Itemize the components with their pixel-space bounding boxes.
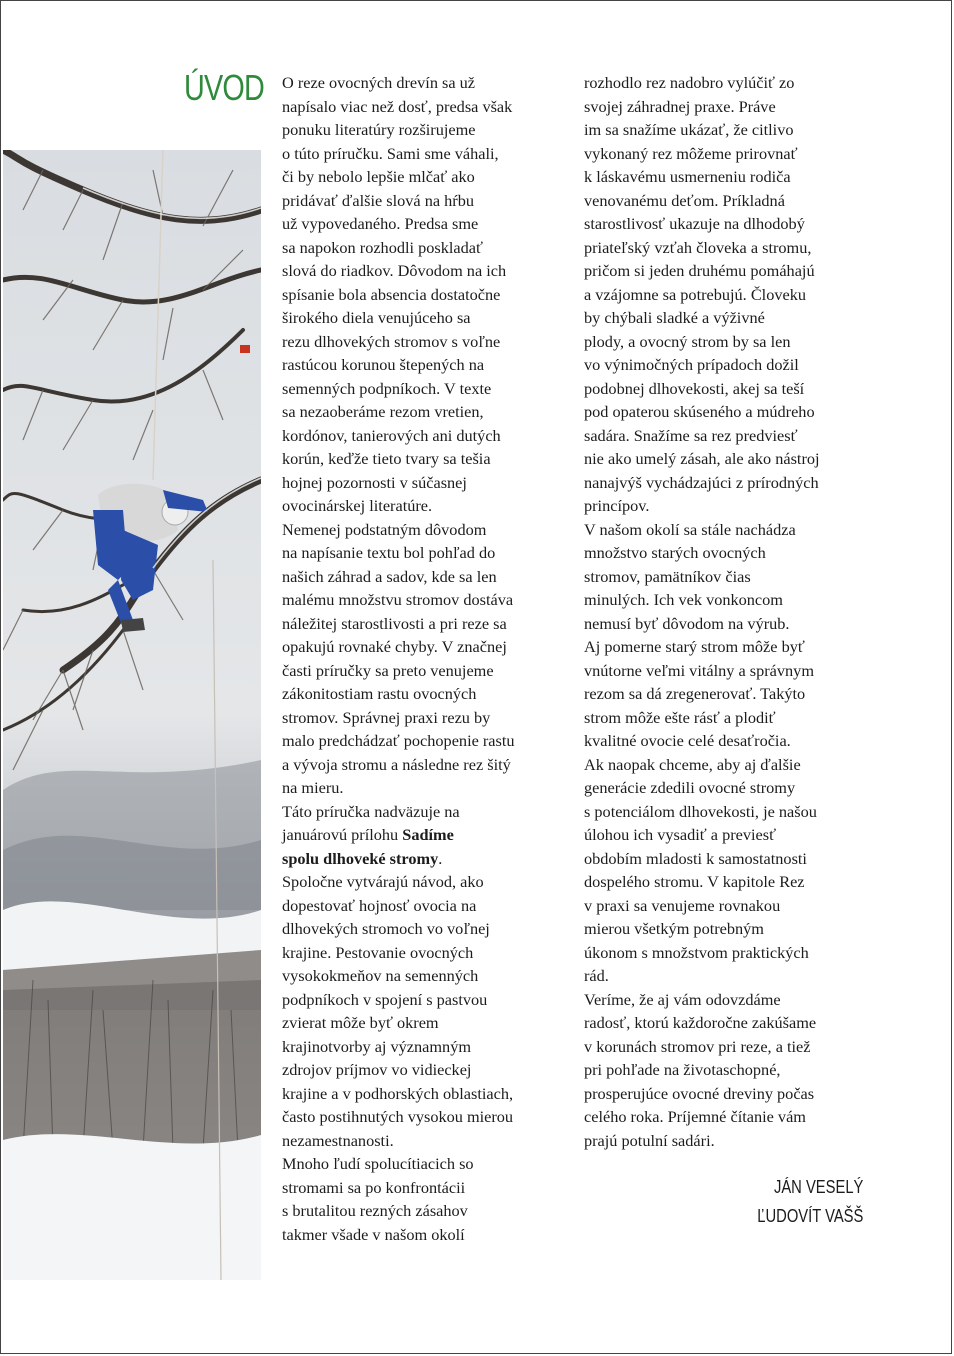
text-line: podobnej dlhovekosti, akej sa teší [584, 378, 805, 398]
text-line: k láskavému usmerneniu rodiča [584, 167, 791, 186]
text-line: v korunách stromov pri reze, a tiež [584, 1036, 811, 1056]
text-line: vo výnimočných prípadoch dožil [584, 355, 799, 374]
text-line: Veríme, že aj vám odovzdáme [584, 989, 781, 1009]
text-line: obdobím mladosti k samostatnosti [584, 848, 807, 868]
text-line: Spoločne vytvárajú návod, ako [282, 872, 484, 891]
text-line: na mieru. [282, 778, 344, 797]
text-line: a vývoja stromu a následne rez šitý [282, 754, 511, 774]
text-line: malému množstvu stromov dostáva [282, 590, 514, 609]
text-line: semenných podpníkoch. V texte [282, 378, 492, 398]
text-line: kordónov, tanierových ani dutých [282, 425, 501, 445]
text-line: pridávať ďalšie slová na hŕbu [282, 190, 474, 210]
text-line: radosť, ktorú každoročne zakúšame [584, 1013, 817, 1032]
text-line: krajine a v podhorských oblastiach, [282, 1083, 514, 1103]
text-line: korún, keďže tieto tvary sa tešia [282, 449, 491, 468]
text-line: nemusí byť dôvodom na výrub. [584, 613, 790, 633]
text-line: mierou všetkým potrebným [584, 919, 764, 938]
text-line: rád. [584, 966, 609, 985]
text-line: často postihnutých vysokou mierou [282, 1107, 514, 1126]
text-line: prajú potulní sadári. [584, 1130, 715, 1150]
text-line: o túto príručku. Sami sme váhali, [282, 143, 499, 163]
author-name: ĽUDOVÍT VAŠŠ [756, 1206, 863, 1226]
text-line: Táto príručka nadväzuje na [282, 801, 460, 821]
text-line: zákonitostiam rastu ovocných [282, 684, 477, 703]
text-line: zvierat môže byť okrem [282, 1013, 439, 1032]
text-column-1 [282, 71, 582, 1246]
text-line: opakujú rovnaké chyby. V značnej [282, 637, 507, 656]
text-line: úlohou ich vysadiť a previesť [584, 825, 777, 844]
text-line: a vzájomne sa potrebujú. Človeku [584, 284, 806, 304]
text-line: nanajvýš vychádzajúci z prírodných [584, 472, 819, 492]
publication-title: spolu dlhoveké stromy [282, 848, 439, 868]
author-name: JÁN VESELÝ [773, 1177, 863, 1197]
text-line: plody, a ovocný strom by sa len [584, 331, 791, 351]
text-line: svojej záhradnej praxe. Práve [584, 96, 776, 116]
text-line: strom môže ešte rásť a plodiť [584, 707, 776, 727]
text-line: Aj pomerne starý strom môže byť [584, 637, 805, 656]
text-line: O reze ovocných drevín sa už [282, 73, 476, 92]
text-line: venovanému deťom. Príkladná [584, 190, 785, 210]
text-line: celého roka. Príjemné čítanie vám [584, 1107, 806, 1126]
text-line: na napísanie textu bol pohľad do [282, 543, 496, 562]
text-line: malo predchádzať pochopenie rastu [282, 731, 515, 750]
text-line: sa napokon rozhodli poskladať [282, 237, 483, 257]
text-line: rezom sa dá zregenerovať. Takýto [584, 684, 806, 703]
text-line: či by nebolo lepšie mlčať ako [282, 167, 475, 186]
text-line: časti príručky sa preto venujeme [282, 660, 494, 680]
text-line: podpníkoch v spojení s pastvou [282, 989, 488, 1009]
photo-arborist-pruning-tree [3, 150, 261, 1280]
text-line: zdrojov príjmov vo vidieckej [282, 1060, 472, 1079]
publication-title: Sadíme [402, 825, 454, 844]
text-line: stromov. Správnej praxi rezu by [282, 707, 491, 727]
text-line: v praxi sa venujeme rovnakou [584, 895, 781, 915]
text-line: V našom okolí sa stále nachádza [584, 519, 796, 539]
section-heading: ÚVOD [184, 67, 265, 108]
text-line: slová do riadkov. Dôvodom na ich [282, 261, 507, 280]
text-line: dospelého stromu. V kapitole Rez [584, 872, 805, 891]
text-line: stromov, pamätníkov čias [584, 566, 751, 586]
text-line: princípov. [584, 496, 650, 515]
text-line: dopestovať hojnosť ovocia na [282, 895, 477, 915]
text-line: vysokokmeňov na semenných [282, 966, 479, 985]
text-line: by chýbali sladké a výživné [584, 308, 765, 327]
text-line: spísanie bola absencia dostatočne [282, 284, 501, 304]
text-line: pod opaterou skúseného a múdreho [584, 402, 815, 421]
text-line: pričom si jeden druhému pomáhajú [584, 261, 815, 280]
text-line: nezamestnanosti. [282, 1130, 394, 1150]
text-line: kvalitné ovocie celé desaťročia. [584, 731, 791, 750]
text-line: nie ako umelý zásah, ale ako nástroj [584, 449, 820, 468]
text-line: už vypovedaného. Predsa sme [282, 214, 479, 233]
text-line: generácie zdedili ovocné stromy [584, 778, 796, 797]
text-line: sadára. Snažíme sa rez predviesť [584, 425, 798, 445]
text-line: minulých. Ich vek vonkoncom [584, 590, 783, 609]
text-line: stromami sa po konfrontácii [282, 1177, 466, 1197]
text-line: dlhovekých stromoch vo voľnej [282, 919, 490, 938]
text-line: širokého diela venujúceho sa [282, 308, 471, 327]
text-line: pri pohľade na životaschopné, [584, 1060, 781, 1079]
text-line: rastúcou korunou štepených na [282, 355, 485, 374]
text-line: vnútorne veľmi vitálny a správnym [584, 660, 814, 680]
text-line: rozhodlo rez nadobro vylúčiť zo [584, 73, 795, 92]
text-line: náležitej starostlivosti a pri reze sa [282, 613, 507, 633]
text-line: krajine. Pestovanie ovocných [282, 942, 474, 962]
text-line-with-title: januárovú prílohu Sadíme [282, 825, 454, 844]
text-line: ovocinárskej literatúre. [282, 496, 433, 515]
text-line: s potenciálom dlhovekosti, je našou [584, 801, 817, 821]
text-line-with-title: spolu dlhoveké stromy. [282, 848, 443, 868]
text-line: úkonom s množstvom praktických [584, 942, 809, 962]
text-line: prosperujúce ovocné dreviny počas [584, 1083, 815, 1103]
text-line: množstvo starých ovocných [584, 543, 766, 562]
text-line: vykonaný rez môžeme prirovnať [584, 143, 798, 163]
text-column-2 [584, 71, 879, 1152]
text-line: Mnoho ľudí spolucítiacich so [282, 1154, 474, 1173]
text-line: starostlivosť ukazuje na dlhodobý [584, 214, 805, 233]
text-line: takmer všade v našom okolí [282, 1224, 465, 1244]
text-line: Ak naopak chceme, aby aj ďalšie [584, 754, 801, 774]
text-line: napísalo viac než dosť, predsa však [282, 96, 513, 116]
text-line: im sa snažíme ukázať, že citlivo [584, 120, 794, 139]
text-line: rezu dlhovekých stromov s voľne [282, 331, 501, 351]
text-line: krajinotvorby aj významným [282, 1036, 471, 1056]
text-line: Nemenej podstatným dôvodom [282, 519, 487, 539]
text-line: hojnej pozornosti v súčasnej [282, 472, 467, 492]
text-line: našich záhrad a sadov, kde sa len [282, 566, 497, 586]
text-line: s brutalitou rezných zásahov [282, 1201, 468, 1220]
text-line: priateľský vzťah človeka a stromu, [584, 237, 812, 257]
signature [757, 1173, 863, 1231]
text-line: ponuku literatúry rozširujeme [282, 120, 476, 139]
text-line: sa nezaoberáme rezom vretien, [282, 402, 484, 421]
